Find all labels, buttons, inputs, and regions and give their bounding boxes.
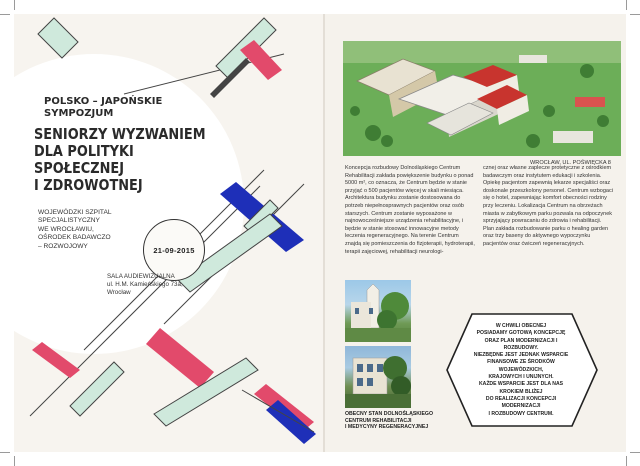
title-line: SENIORZY WYZWANIEM — [34, 125, 206, 143]
organizer — [38, 209, 133, 251]
body-text-column-1: Koncepcja rozbudowy Dolnośląskiego Centrum Rehabilitacji zakłada powiększenie budynku o ponad 5000 m², co oznacza, że Centrum będzie w stanie przyjąć o 500 pacjentów więcej w skali miesiąca. Architektura budynku zostanie dostosowana do potrzeb niepełnosprawnych pacjentów oraz osób starszych. Centrum zostanie wyposażone w najnowocześniejsze urządzenia rehabilitacyjne, i będzie w stanie stosować innowacyjne metody leczenia regeneracyjnego. Na terenie Centrum znajdą się pomieszczenia do fizjoterapii, hydroterapii, terapii zajęciowej, rehabilitacji neurologi- — [345, 165, 475, 255]
appeal-line: POSIADAMY GOTOWĄ KONCEPCJĘ — [476, 330, 566, 337]
appeal-line: NIEZBĘDNE JEST JEDNAK WSPARCIE — [473, 352, 569, 359]
crop-mark — [626, 456, 627, 466]
pink-bar — [146, 328, 214, 388]
date-badge — [143, 219, 205, 281]
venue-line: Wrocław — [107, 289, 131, 297]
venue-line: SALA AUDIEWIZUALNA — [107, 273, 175, 280]
organizer-line: OŚRODEK BADAWCZO — [38, 234, 111, 242]
photos-caption-line: I MEDYCYNY REGENERACYJNEJ — [345, 424, 429, 431]
event-subtitle — [44, 96, 204, 120]
main-photo-caption: WROCŁAW, UL. POŚWIĘCKA 8 — [530, 160, 611, 166]
title-line: DLA POLITYKI SPOŁECZNEJ — [34, 142, 134, 177]
pink-bar — [32, 342, 80, 378]
subtitle-line: POLSKO – JAPOŃSKIE — [44, 96, 163, 107]
appeal-text — [470, 323, 572, 418]
crop-mark — [0, 14, 10, 15]
organizer-line: WE WROCŁAWIU, — [38, 225, 94, 233]
appeal-line: FINANSOWE ZE ŚRODKÓW WOJEWÓDZKICH, — [487, 359, 555, 373]
title-line: I ZDROWOTNEJ — [34, 176, 143, 194]
appeal-line: I ROZBUDOWY CENTRUM. — [488, 410, 554, 417]
building-render-photo — [343, 41, 621, 156]
building-render — [343, 41, 621, 156]
page-spine — [323, 14, 325, 452]
building-photo — [345, 346, 411, 408]
mint-bar — [38, 18, 78, 58]
subtitle-line: SYMPOZJUM — [44, 108, 114, 119]
crop-mark — [630, 14, 640, 15]
organizer-line: – ROZWOJOWY — [38, 242, 88, 250]
appeal-line: DO REALIZACJI KONCEPCJI MODERNIZACJI — [485, 395, 557, 410]
crop-mark — [0, 452, 10, 453]
organizer-line: SPECJALISTYCZNY — [38, 217, 100, 225]
body-text-column-2: cznej oraz własne zaplecze protetyczne z ośrodkiem badawczym oraz instytutem edukacji i szkolenia. Opiekę pacjentom zapewnią lekarze specjaliści oraz doskonale przeszkolony personel. Centrum wzbogaci się o hotel, zapewniając komfort obecności rodziny przy leczeniu. Lokalizacja Centrum na obrzeżach miasta w zabytkowym parku pozwala na odpoczynek sprzyjający powracaniu do zdrowia i rehabilitacji. Plan zakłada rozbudowanie parku o healing garden oraz trzy baseny do aktywnego wypoczynku pacjentów oraz ćwiczeń regeneracyjnych. — [483, 165, 613, 247]
venue — [107, 273, 227, 298]
villa-photo — [345, 280, 411, 342]
event-title — [34, 126, 206, 194]
appeal-line: W CHWILI OBECNEJ — [495, 323, 547, 329]
crop-mark — [14, 456, 15, 466]
appeal-line: KAŻDE WSPARCIE JEST DLA NAS KROKIEM BLIŻEJ — [478, 381, 564, 395]
crop-mark — [630, 452, 640, 453]
organizer-line: WOJEWÓDZKI SZPITAL — [38, 209, 112, 216]
crop-mark — [14, 0, 15, 10]
appeal-line: KRAJOWYCH I UNIJNYCH. — [488, 374, 554, 381]
photos-caption-line: OBECNY STAN DOLNOŚLĄSKIEGO — [345, 411, 434, 417]
photos-caption — [345, 411, 435, 431]
event-date: 21-09-2015 — [153, 245, 195, 255]
venue-line: ul. H.M. Kamieńskiego 73a, — [107, 281, 183, 289]
appeal-line: ORAZ PLAN MODERNIZACJI I ROZBUDOWY. — [484, 337, 558, 351]
crop-mark — [626, 0, 627, 10]
photos-caption-line: CENTRUM REHABILITACJI — [345, 417, 412, 424]
